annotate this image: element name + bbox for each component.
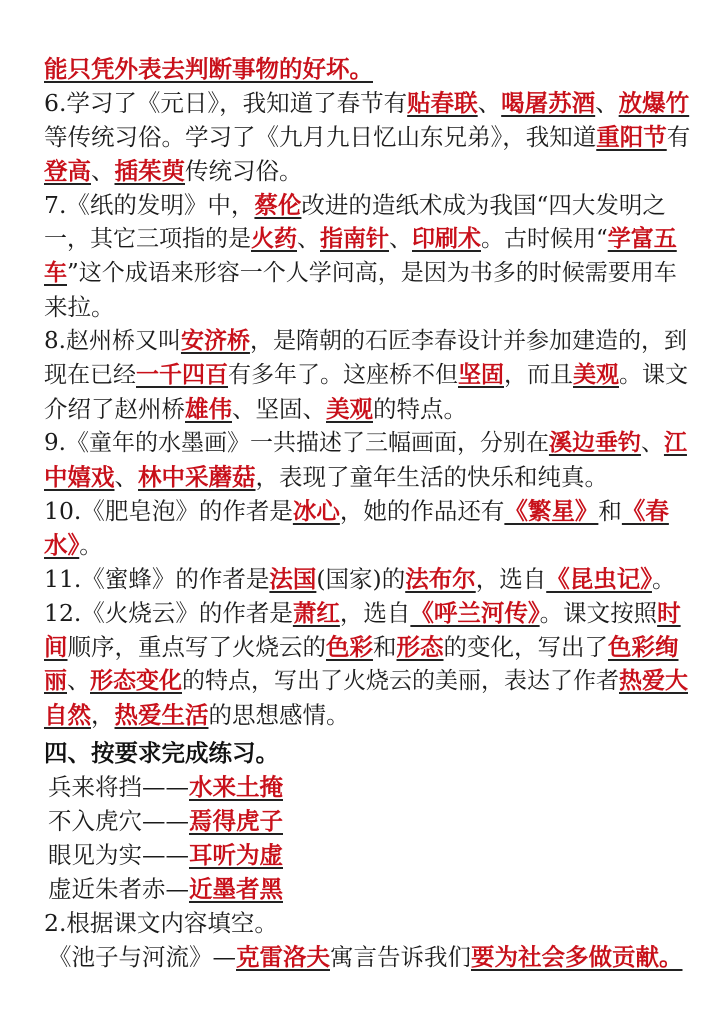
answer-text: 林中采蘑菇 <box>138 463 256 491</box>
answer-text: 学富五 <box>607 226 677 252</box>
text-line <box>44 940 683 974</box>
question-text: ，而且 <box>504 362 573 388</box>
answer-text: 近墨者黑 <box>189 875 283 903</box>
answer-text: 热爱大 <box>619 668 688 694</box>
answer-text: 中嬉戏 <box>44 463 115 491</box>
answer-text: 时 <box>657 599 681 627</box>
question-text: 传统习俗。 <box>185 157 303 185</box>
text-line <box>44 770 680 804</box>
question-text: 有多年了。这座桥不但 <box>228 362 458 388</box>
text-line <box>44 698 680 732</box>
question-text: 和 <box>598 497 622 525</box>
answer-text: 贴春联 <box>407 89 478 117</box>
answer-text: 法布尔 <box>405 565 476 593</box>
answer-text: 法国 <box>269 565 317 593</box>
question-text: 、坚固、 <box>232 395 326 423</box>
text-line <box>44 256 680 290</box>
question-text: 的特点。 <box>373 395 467 423</box>
question-text: 、 <box>477 89 502 117</box>
question-text: 不入虎穴—— <box>48 807 189 835</box>
section-heading <box>44 736 680 770</box>
text-line <box>44 596 680 630</box>
answer-text: 丽 <box>44 668 67 694</box>
question-text: 。 <box>79 531 103 559</box>
answer-text: 焉得虎子 <box>189 807 283 835</box>
text-line <box>44 804 680 838</box>
answer-text: 安济桥 <box>180 328 250 354</box>
question-text: 11.《蜜蜂》的作者是 <box>44 565 270 593</box>
question-text: 、 <box>67 668 90 694</box>
text-line <box>44 630 680 664</box>
answer-text: 热爱生活 <box>114 701 209 729</box>
question-text: 兵来将挡—— <box>48 773 189 801</box>
text-line <box>44 154 680 188</box>
text-line <box>44 86 690 120</box>
answer-text: 印刷术 <box>412 226 481 252</box>
text-line <box>44 838 680 872</box>
heading-text: 四、按要求完成练习。 <box>44 739 279 767</box>
text-line <box>44 392 680 426</box>
text-line <box>44 324 687 358</box>
text-line <box>44 188 680 222</box>
answer-text: 插茱萸 <box>114 157 185 185</box>
answer-text: 形态变化 <box>90 668 182 694</box>
question-text: ， <box>91 701 115 729</box>
answer-text: 溪边垂钓 <box>548 430 641 456</box>
answer-text: 间 <box>44 633 68 661</box>
text-line <box>44 528 680 562</box>
question-text: ”这个成语来形容一个人学问高，是因为书多的时候需要用车 <box>67 260 677 286</box>
answer-text: 雄伟 <box>185 395 232 423</box>
text-line <box>44 426 687 460</box>
answer-text: 形态 <box>396 633 444 661</box>
question-text: 。课文按照 <box>539 599 658 627</box>
answer-text: 色彩绚 <box>608 633 679 661</box>
question-text: 来拉。 <box>44 293 115 321</box>
worksheet-text-body <box>44 52 691 974</box>
answer-text: 萧红 <box>292 599 340 627</box>
answer-text: 克雷洛夫 <box>236 943 330 971</box>
answer-text: 车 <box>44 260 67 286</box>
question-text: 9.《童年的水墨画》一共描述了三幅画面，分别在 <box>44 430 549 456</box>
question-text: 12.《火烧云》的作者是 <box>44 599 293 627</box>
question-text: 、 <box>595 89 619 117</box>
question-text: 6.学习了《元日》，我知道了春节有 <box>44 89 408 117</box>
question-text: 的思想感情。 <box>208 701 350 729</box>
answer-text: 指南针 <box>320 226 389 252</box>
answer-text: 《春 <box>621 497 669 525</box>
question-text: 介绍了赵州桥 <box>44 395 185 423</box>
question-text: 和 <box>373 633 397 661</box>
question-text: 。课文 <box>619 362 688 388</box>
question-text: 。古时候用“ <box>481 226 608 252</box>
text-line <box>44 222 680 256</box>
text-line <box>44 872 680 906</box>
question-text: 一，其它三项指的是 <box>44 226 251 252</box>
question-text: ，选自 <box>339 599 411 627</box>
answer-text: 耳听为虚 <box>189 841 283 869</box>
answer-text: 重阳节 <box>596 123 667 151</box>
question-text: ，表现了童年生活的快乐和纯真。 <box>255 463 608 491</box>
question-text: 、 <box>389 226 412 252</box>
question-text: 寓言告诉我们 <box>330 943 471 971</box>
answer-text: 水》 <box>44 531 80 559</box>
question-text: 、 <box>91 157 115 185</box>
answer-text: 放爆竹 <box>618 89 690 117</box>
question-text: 虚近朱者赤— <box>48 875 189 903</box>
question-text: 、 <box>114 463 138 491</box>
answer-text: 坚固 <box>458 362 504 388</box>
question-text: 2.根据课文内容填空。 <box>44 909 278 937</box>
answer-text: 火药 <box>251 226 297 252</box>
question-text: 、 <box>297 226 320 252</box>
question-text: 的特点，写出了火烧云的美丽，表达了作者 <box>182 668 619 694</box>
answer-text: 水来土掩 <box>189 773 283 801</box>
answer-text: 江 <box>663 430 687 456</box>
answer-text: 《昆虫记》 <box>546 565 652 593</box>
answer-text: 冰心 <box>292 497 340 525</box>
question-text: 改进的造纸术成为我国“四大发明之 <box>301 191 666 219</box>
question-text: 顺序，重点写了火烧云的 <box>67 633 326 661</box>
question-text: 等传统习俗。学习了《九月九日忆山东兄弟》，我知道 <box>44 123 597 151</box>
question-text: 、 <box>640 430 664 456</box>
answer-text: 一千四百 <box>136 362 228 388</box>
question-text: 《池子与河流》— <box>48 943 236 971</box>
answer-text: 登高 <box>44 157 91 185</box>
question-text: 的变化，写出了 <box>443 633 608 661</box>
question-text: 10.《肥皂泡》的作者是 <box>44 497 293 525</box>
answer-text: 《繁星》 <box>504 497 599 525</box>
answer-text: 自然 <box>44 701 91 729</box>
question-text: ，是隋朝的石匠李春设计并参加建造的，到 <box>249 328 687 354</box>
text-line <box>44 460 680 494</box>
text-line <box>44 664 688 698</box>
text-line <box>44 494 680 528</box>
answer-text: 要为社会多做贡献。 <box>471 943 683 971</box>
question-text: 7.《纸的发明》中， <box>44 191 255 219</box>
answer-text: 美观 <box>573 362 619 388</box>
text-line <box>44 906 680 940</box>
answer-text: 喝屠苏酒 <box>501 89 596 117</box>
question-text: 。 <box>651 565 676 593</box>
answer-text: 美观 <box>326 395 373 423</box>
question-text: ，她的作品还有 <box>339 497 505 525</box>
text-line <box>44 120 691 154</box>
answer-text: 色彩 <box>326 633 373 661</box>
text-line <box>44 52 680 86</box>
question-text: ，选自 <box>475 565 547 593</box>
question-text: 有 <box>666 123 691 151</box>
question-text: 8.赵州桥又叫 <box>44 328 181 354</box>
answer-text: 蔡伦 <box>254 191 302 219</box>
question-text: 眼见为实—— <box>48 841 189 869</box>
text-line <box>44 562 680 596</box>
text-line <box>44 290 680 324</box>
question-text: (国家)的 <box>316 565 406 593</box>
answer-text: 能只凭外表去判断事物的好坏。 <box>44 55 373 83</box>
text-line <box>44 358 688 392</box>
question-text: 现在已经 <box>44 362 136 388</box>
answer-text: 《呼兰河传》 <box>410 599 540 627</box>
